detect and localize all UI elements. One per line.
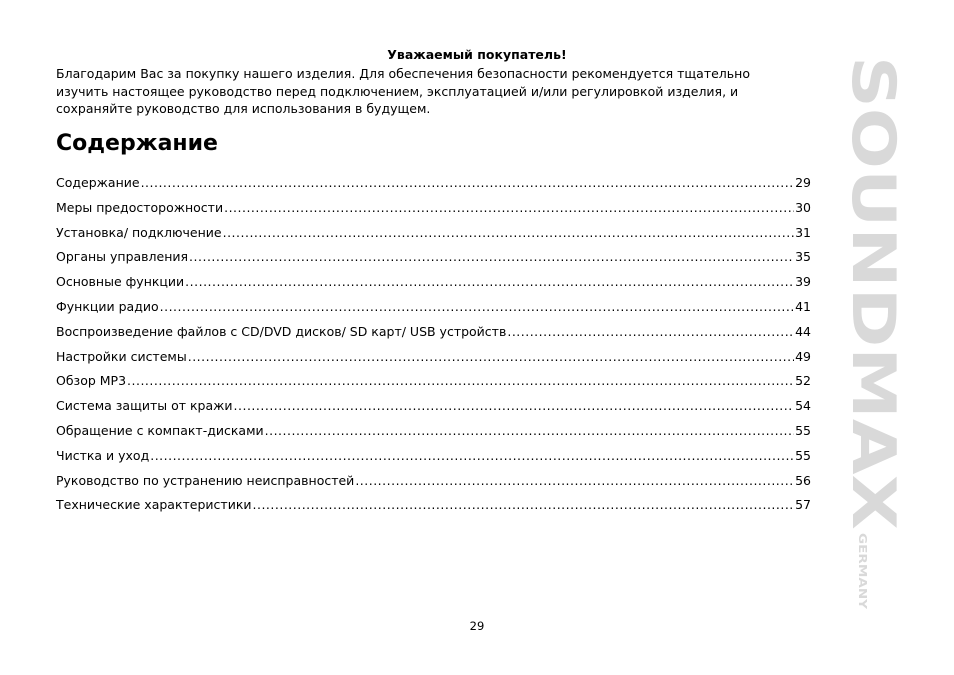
toc-leader [355, 469, 794, 494]
toc-leader [141, 171, 795, 196]
toc-leader [253, 493, 795, 518]
toc-item-label: Чистка и уход [56, 447, 150, 463]
toc-item-page: 39 [795, 274, 811, 290]
toc-item[interactable] [56, 295, 811, 320]
toc-leader [265, 419, 794, 444]
toc-item-page: 56 [795, 472, 811, 488]
toc-item-page: 41 [795, 298, 811, 314]
toc-item[interactable] [56, 320, 811, 345]
toc-leader [507, 320, 794, 345]
toc-item[interactable] [56, 369, 811, 394]
toc-item-page: 52 [795, 373, 811, 389]
brand-tagline: GERMANY [856, 533, 869, 595]
toc-item[interactable] [56, 444, 811, 469]
toc-item-page: 57 [795, 497, 811, 513]
toc-item-label: Основные функции [56, 274, 185, 290]
toc-item-page: 44 [795, 323, 811, 339]
toc-leader [188, 345, 794, 370]
toc-item-page: 29 [795, 175, 811, 190]
toc-item-label: Обзор MP3 [56, 373, 127, 389]
toc-item-page: 49 [795, 348, 811, 364]
toc-item[interactable] [56, 196, 811, 221]
soundmax-logo [820, 0, 930, 675]
toc-item-label: Обращение с компакт-дисками [56, 422, 264, 438]
toc-item[interactable] [56, 345, 811, 370]
contents-title: Содержание [56, 131, 218, 156]
brand-name: SOUNDMAX [838, 56, 908, 452]
toc-item-page: 30 [795, 199, 811, 215]
page-number: 29 [469, 619, 485, 633]
toc-item-page: 31 [795, 224, 811, 240]
toc-item-page: 55 [795, 447, 811, 463]
intro-line: сохраняйте руководство для использования в будущем. [56, 101, 431, 116]
toc-leader [185, 270, 794, 295]
toc-leader [127, 369, 794, 394]
toc-item-label: Настройки системы [56, 348, 187, 364]
toc-item[interactable] [56, 171, 811, 196]
toc-item[interactable] [56, 419, 811, 444]
toc-item-page: 35 [795, 249, 811, 265]
toc-leader [150, 444, 794, 469]
intro-line: Благодарим Вас за покупку нашего изделия. Для обеспечения безопасности рекомендуется тщательно [56, 66, 750, 81]
toc-leader [223, 221, 794, 246]
intro-line: изучить настоящее руководство перед подключением, эксплуатацией и/или регулировкой изделия, и [56, 83, 739, 99]
toc-item[interactable] [56, 469, 811, 494]
toc-item-label: Система защиты от кражи [56, 398, 233, 414]
toc-leader [189, 245, 794, 270]
toc-item[interactable] [56, 221, 811, 246]
greeting-title: Уважаемый покупатель! [387, 47, 567, 62]
toc-item-label: Содержание [56, 175, 140, 190]
toc-item-label: Меры предосторожности [56, 199, 224, 215]
toc-item-label: Руководство по устранению неисправностей [56, 472, 355, 488]
toc-item[interactable] [56, 394, 811, 419]
toc-item-label: Воспроизведение файлов с CD/DVD дисков/ SD карт/ USB устройств [56, 323, 507, 339]
toc-item-page: 54 [795, 398, 811, 414]
table-of-contents [56, 171, 811, 518]
toc-leader [224, 196, 794, 221]
toc-leader [234, 394, 795, 419]
toc-leader [160, 295, 794, 320]
toc-item-label: Функции радио [56, 298, 159, 314]
toc-item[interactable] [56, 245, 811, 270]
toc-item[interactable] [56, 493, 811, 518]
toc-item-label: Установка/ подключение [56, 224, 222, 240]
toc-item-label: Технические характеристики [56, 497, 252, 513]
toc-item-label: Органы управления [56, 249, 189, 265]
toc-item-page: 55 [795, 422, 811, 438]
intro-text [56, 65, 816, 118]
toc-item[interactable] [56, 270, 811, 295]
